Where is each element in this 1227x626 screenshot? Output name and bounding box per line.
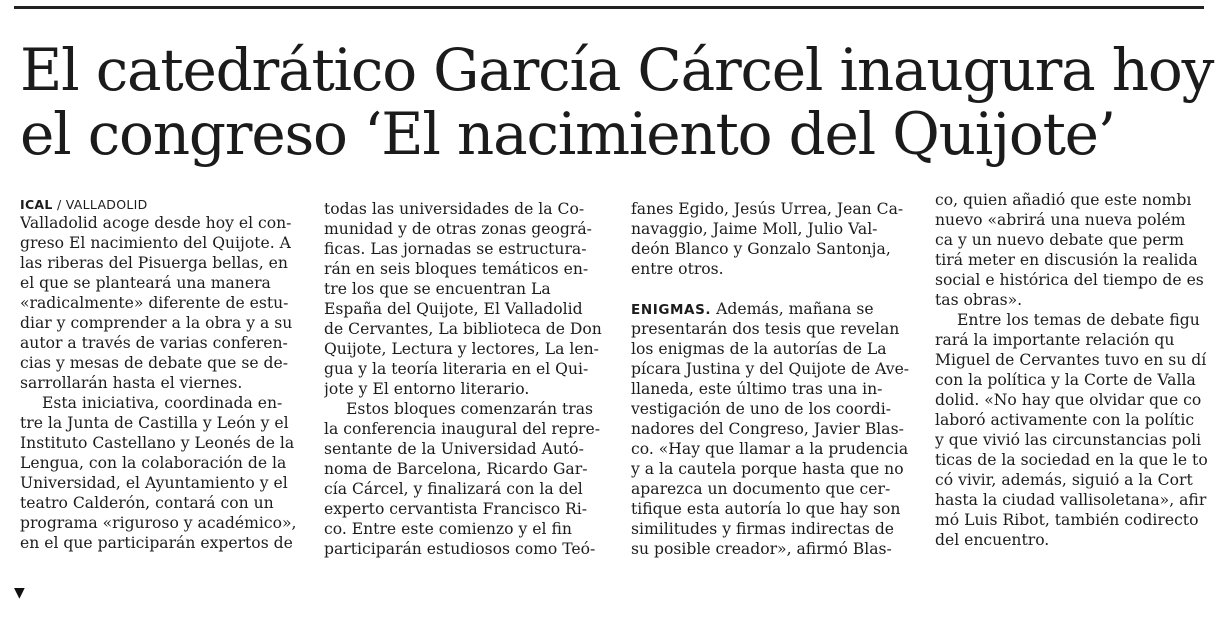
text-line: Esta iniciativa, coordinada en- bbox=[42, 394, 283, 412]
byline-agency: ICAL bbox=[20, 199, 53, 212]
text-line: la conferencia inaugural del repre- bbox=[324, 420, 600, 438]
text-line: sarrollarán hasta el viernes. bbox=[20, 374, 243, 392]
text-line: Miguel de Cervantes tuvo en su dí bbox=[935, 351, 1207, 369]
paragraph-gap bbox=[631, 279, 923, 299]
text-line: similitudes y firmas indirectas de bbox=[631, 520, 895, 538]
text-line: Universidad, el Ayuntamiento y el bbox=[20, 474, 288, 492]
text-line: nadores del Congreso, Javier Blas- bbox=[631, 420, 904, 438]
text-line: tre la Junta de Castilla y León y el bbox=[20, 414, 289, 432]
text-line: ticas de la sociedad en la que le to bbox=[935, 451, 1208, 469]
text-line: navaggio, Jaime Moll, Julio Val- bbox=[631, 220, 878, 238]
text-line: participarán estudiosos como Teó- bbox=[324, 540, 596, 558]
text-line: nuevo «abrirá una nueva polém bbox=[935, 211, 1186, 229]
text-line: gua y la teoría literaria en el Qui- bbox=[324, 360, 589, 378]
article-column-2 bbox=[324, 199, 614, 559]
article-column-1 bbox=[20, 199, 310, 553]
text-line: fanes Egido, Jesús Urrea, Jean Ca- bbox=[631, 200, 904, 218]
text-line: hasta la ciudad vallisoletana», afir bbox=[935, 491, 1207, 509]
text-line: Valladolid acoge desde hoy el con- bbox=[20, 214, 292, 232]
text-line: jote y El entorno literario. bbox=[324, 380, 530, 398]
article-column-3 bbox=[631, 199, 923, 559]
text-line: con la política y la Corte de Valla bbox=[935, 371, 1196, 389]
text-line: en el que participarán expertos de bbox=[20, 534, 293, 552]
text-line: del encuentro. bbox=[935, 531, 1050, 549]
text-line: Entre los temas de debate figu bbox=[957, 311, 1200, 329]
text-line: ca y un nuevo debate que perm bbox=[935, 231, 1184, 249]
scan-arrow-icon: ▼ bbox=[14, 585, 25, 601]
subhead-lead: ENIGMAS. bbox=[631, 302, 712, 318]
text-line: entre otros. bbox=[631, 260, 724, 278]
text-line: de Cervantes, La biblioteca de Don bbox=[324, 320, 602, 338]
text-line: «radicalmente» diferente de estu- bbox=[20, 294, 289, 312]
top-rule bbox=[14, 6, 1204, 9]
byline-separator: / bbox=[52, 199, 66, 212]
article-column-4 bbox=[935, 190, 1210, 550]
text-line: y que vivió las circunstancias poli bbox=[935, 431, 1202, 449]
text-line: Estos bloques comenzarán tras bbox=[346, 400, 594, 418]
text-line: su posible creador», afirmó Blas- bbox=[631, 540, 892, 558]
text-line: el que se planteará una manera bbox=[20, 274, 271, 292]
text-line: noma de Barcelona, Ricardo Gar- bbox=[324, 460, 588, 478]
text-line: co, quien añadió que este nombı bbox=[935, 191, 1192, 209]
byline-city: VALLADOLID bbox=[65, 199, 148, 212]
headline bbox=[20, 38, 1220, 166]
text-line: Instituto Castellano y Leonés de la bbox=[20, 434, 295, 452]
text-line: tirá meter en discusión la realida bbox=[935, 251, 1198, 269]
text-line: Lengua, con la colaboración de la bbox=[20, 454, 287, 472]
text-line: tas obras». bbox=[935, 291, 1023, 309]
text-line: mó Luis Ribot, también codirecto bbox=[935, 511, 1199, 529]
headline-line-1: El catedrático García Cárcel inaugura hoy bbox=[20, 36, 1214, 104]
text-line: greso El nacimiento del Quijote. A bbox=[20, 234, 291, 252]
text-line: diar y comprender a la obra y a su bbox=[20, 314, 293, 332]
text-line: tifique esta autoría lo que hay son bbox=[631, 500, 901, 518]
text-line: autor a través de varias conferen- bbox=[20, 334, 288, 352]
text-line: dolid. «No hay que olvidar que co bbox=[935, 391, 1202, 409]
text-line: cía Cárcel, y finalizará con la del bbox=[324, 480, 583, 498]
text-line: programa «riguroso y académico», bbox=[20, 514, 297, 532]
text-line: munidad y de otras zonas geográ- bbox=[324, 220, 592, 238]
text-line: deón Blanco y Gonzalo Santonja, bbox=[631, 240, 891, 258]
text-line: aparezca un documento que cer- bbox=[631, 480, 891, 498]
text-line: Además, mañana se bbox=[716, 300, 874, 318]
text-line: cias y mesas de debate que se de- bbox=[20, 354, 289, 372]
text-line: co. «Hay que llamar a la prudencia bbox=[631, 440, 909, 458]
text-line: vestigación de uno de los coordi- bbox=[631, 400, 891, 418]
byline bbox=[20, 199, 310, 213]
text-line: presentarán dos tesis que revelan bbox=[631, 320, 900, 338]
text-line: las riberas del Pisuerga bellas, en bbox=[20, 254, 288, 272]
text-line: rará la importante relación qu bbox=[935, 331, 1175, 349]
text-line: los enigmas de la autorías de La bbox=[631, 340, 887, 358]
text-line: todas las universidades de la Co- bbox=[324, 200, 585, 218]
text-line: y a la cautela porque hasta que no bbox=[631, 460, 904, 478]
text-line: rán en seis bloques temáticos en- bbox=[324, 260, 589, 278]
headline-line-2: el congreso ‘El nacimiento del Quijote’ bbox=[20, 100, 1116, 168]
text-line: pícara Justina y del Quijote de Ave- bbox=[631, 360, 910, 378]
text-line: España del Quijote, El Valladolid bbox=[324, 300, 583, 318]
text-line: sentante de la Universidad Autó- bbox=[324, 440, 584, 458]
text-line: có vivir, además, siguió a la Cort bbox=[935, 471, 1193, 489]
text-line: tre los que se encuentran La bbox=[324, 280, 551, 298]
text-line: llaneda, este último tras una in- bbox=[631, 380, 883, 398]
text-line: ficas. Las jornadas se estructura- bbox=[324, 240, 587, 258]
text-line-with-lead bbox=[631, 299, 923, 319]
text-line: social e histórica del tiempo de es bbox=[935, 271, 1204, 289]
text-line: co. Entre este comienzo y el fin bbox=[324, 520, 572, 538]
text-line: teatro Calderón, contará con un bbox=[20, 494, 274, 512]
text-line: experto cervantista Francisco Ri- bbox=[324, 500, 588, 518]
text-line: laboró activamente con la polític bbox=[935, 411, 1195, 429]
text-line: Quijote, Lectura y lectores, La len- bbox=[324, 340, 599, 358]
